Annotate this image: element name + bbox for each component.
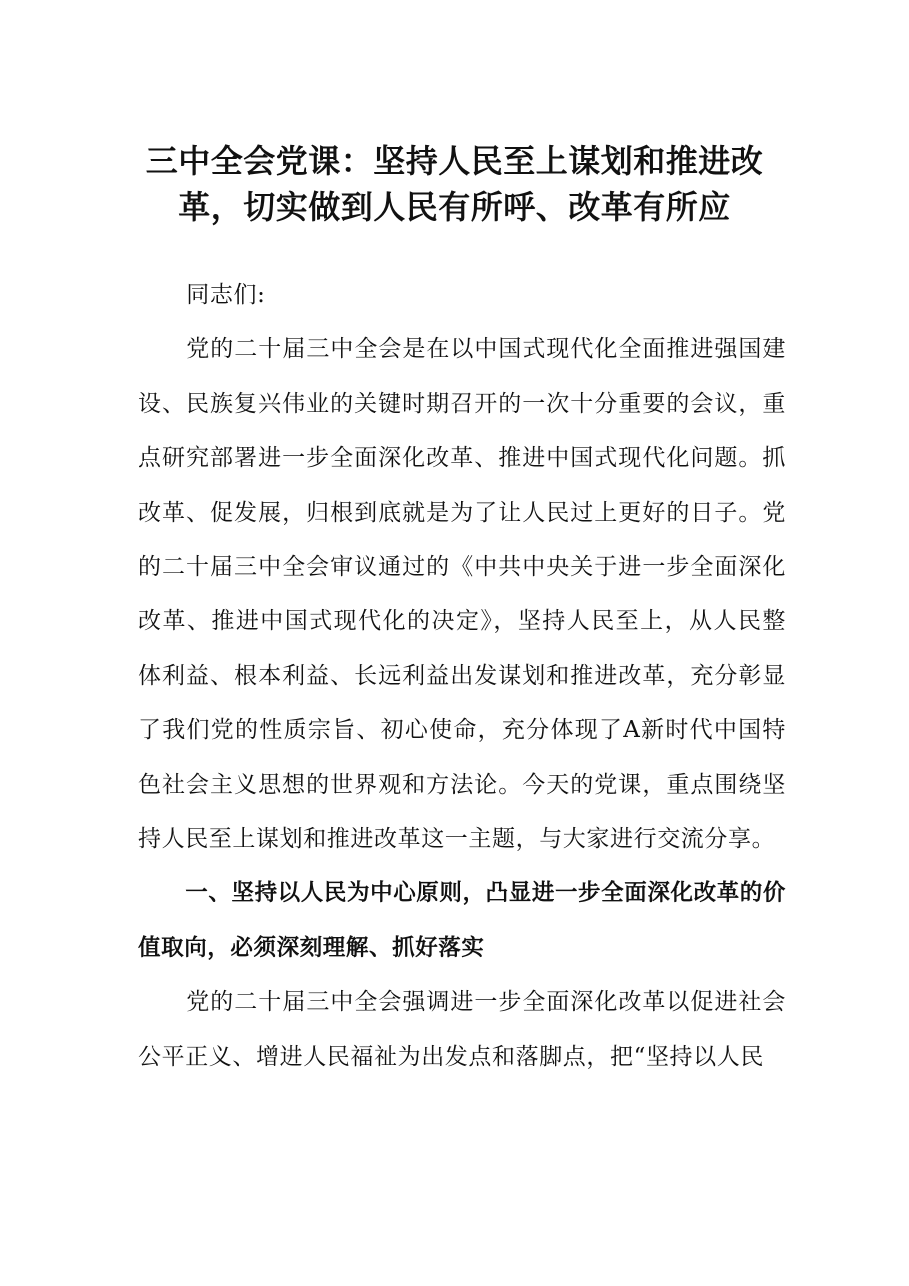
document-body (138, 268, 786, 1084)
section-heading-1: 一、坚持以人民为中心原则，凸显进一步全面深化改革的价值取向，必须深刻理解、抓好落实 (138, 880, 786, 961)
paragraph-section-1: 党的二十届三中全会强调进一步全面深化改革以促进社会公平正义、增进人民福祉为出发点和落脚点，把“坚持以人民 (138, 989, 786, 1070)
salutation: 同志们: (186, 282, 266, 308)
paragraph-intro: 党的二十届三中全会是在以中国式现代化全面推进强国建设、民族复兴伟业的关键时期召开的一次十分重要的会议，重点研究部署进一步全面深化改革、推进中国式现代化问题。抓改革、促发展，归根到底就是为了让人民过上更好的日子。党的二十届三中全会审议通过的《中共中央关于进一步全面深化改革、推进中国式现代化的决定》，坚持人民至上，从人民整体利益、根本利益、长远利益出发谋划和推进改革，充分彰显了我们党的性质宗旨、初心使命，充分体现了A新时代中国特色社会主义思想的世界观和方法论。今天的党课，重点围绕坚持人民至上谋划和推进改革这一主题，与大家进行交流分享。 (138, 336, 786, 853)
document-title: 三中全会党课：坚持人民至上谋划和推进改革，切实做到人民有所呼、改革有所应 (145, 142, 764, 226)
